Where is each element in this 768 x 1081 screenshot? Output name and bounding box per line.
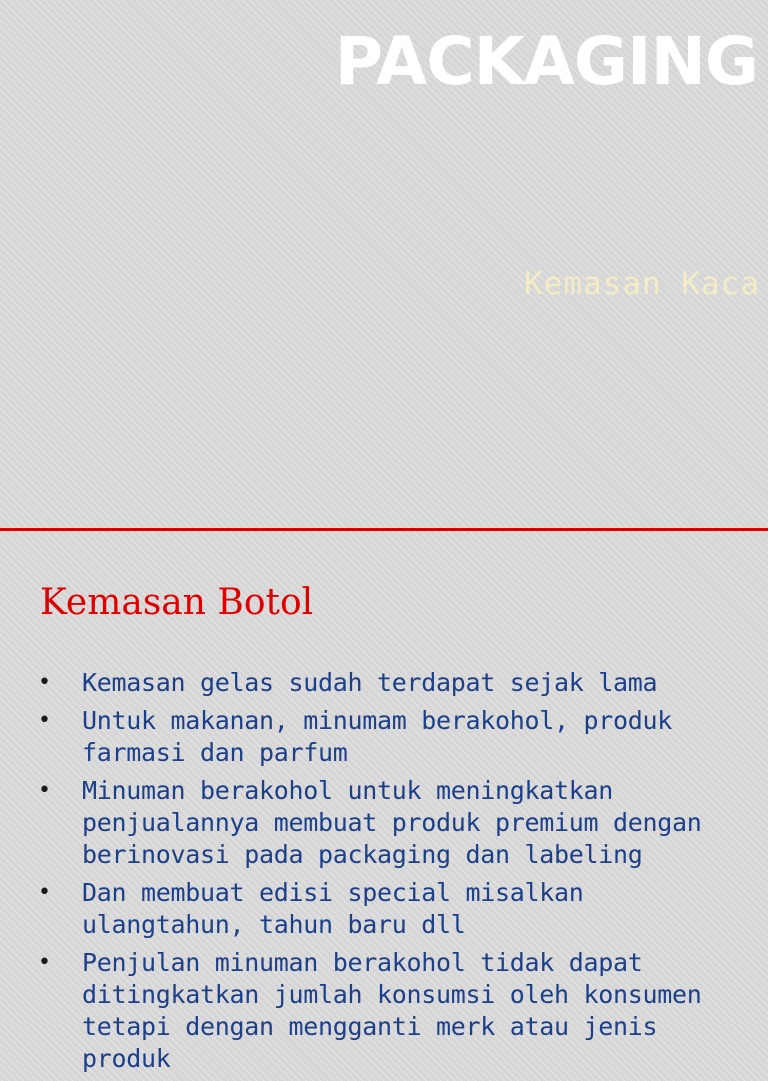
slide-title-heading: PACKAGING [334,23,758,100]
bullet-item [34,775,754,871]
bullet-text: Dan membuat edisi special misalkan ulangtahun, tahun baru dll [82,878,584,939]
bullet-item [34,667,754,699]
bullet-text: Untuk makanan, minumam berakohol, produk farmasi dan parfum [82,706,673,767]
bullet-list [34,667,754,1081]
slide-subtitle: Kemasan Kaca [524,266,760,302]
bullet-text: Kemasan gelas sudah terdapat sejak lama [82,668,658,697]
bullet-dot-icon: • [38,670,51,695]
slide-title [0,0,768,528]
bullet-text: Penjulan minuman berakohol tidak dapat ditingkatkan jumlah konsumsi oleh konsumen tetapi dengan mengganti merk atau jenis produk [82,948,702,1073]
bullet-item [34,877,754,941]
bullet-dot-icon: • [38,880,51,905]
bullet-dot-icon: • [38,950,51,975]
bullet-item [34,947,754,1075]
bullet-item [34,705,754,769]
bullet-text: Minuman berakohol untuk meningkatkan penjualannya membuat produk premium dengan berinovasi pada packaging dan labeling [82,776,702,869]
content-heading: Kemasan Botol [40,582,314,623]
bullet-dot-icon: • [38,778,51,803]
slide-content [0,531,768,1073]
bullet-dot-icon: • [38,708,51,733]
